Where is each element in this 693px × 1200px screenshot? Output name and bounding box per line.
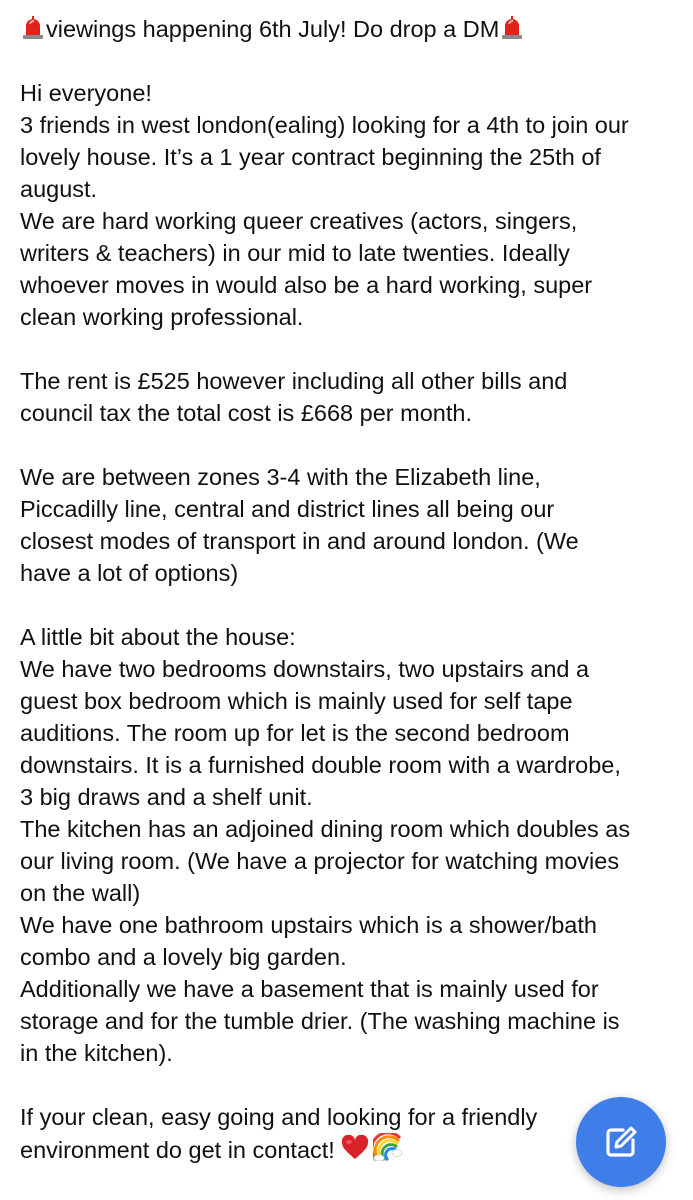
closing-text: environment do get in contact! <box>20 1137 335 1163</box>
text-line: Hi everyone! <box>20 80 152 106</box>
text-line: 3 big draws and a shelf unit. <box>20 784 313 810</box>
text-line: We are between zones 3-4 with the Elizabeth line, <box>20 464 541 490</box>
red-heart-icon <box>341 1135 369 1161</box>
text-line: combo and a lovely big garden. <box>20 944 347 970</box>
text-line: downstairs. It is a furnished double room with a wardrobe, <box>20 752 621 778</box>
paragraph-intro <box>20 77 680 333</box>
text-line: Additionally we have a basement that is mainly used for <box>20 976 599 1002</box>
text-line: We have one bathroom upstairs which is a shower/bath <box>20 912 597 938</box>
text-line: on the wall) <box>20 880 141 906</box>
rainbow-icon <box>373 1133 403 1161</box>
post-body <box>20 0 680 1165</box>
paragraph-transport <box>20 461 680 589</box>
paragraph-rent <box>20 365 680 429</box>
text-line: have a lot of options) <box>20 560 239 586</box>
paragraph-house <box>20 621 680 1069</box>
text-line: A little bit about the house: <box>20 624 296 650</box>
text-line: We have two bedrooms downstairs, two upstairs and a <box>20 656 590 682</box>
paragraph-gap <box>20 429 680 461</box>
text-line: auditions. The room up for let is the second bedroom <box>20 720 570 746</box>
text-line: The rent is £525 however including all other bills and <box>20 368 568 394</box>
police-siren-right-icon <box>501 16 523 40</box>
text-line: council tax the total cost is £668 per month. <box>20 400 472 426</box>
text-line: in the kitchen). <box>20 1040 173 1066</box>
text-line: The kitchen has an adjoined dining room which doubles as <box>20 816 631 842</box>
header-text: viewings happening 6th July! Do drop a DM <box>46 16 500 42</box>
text-line: writers & teachers) in our mid to late twenties. Ideally <box>20 240 570 266</box>
text-line: whoever moves in would also be a hard working, super <box>20 272 593 298</box>
paragraph-gap <box>20 1069 680 1101</box>
text-line: storage and for the tumble drier. (The washing machine is <box>20 1008 620 1034</box>
paragraph-gap <box>20 589 680 621</box>
text-line: We are hard working queer creatives (actors, singers, <box>20 208 578 234</box>
text-line: lovely house. It’s a 1 year contract beginning the 25th of <box>20 144 601 170</box>
text-line: clean working professional. <box>20 304 304 330</box>
text-line: Piccadilly line, central and district lines all being our <box>20 496 555 522</box>
text-line: closest modes of transport in and around london. (We <box>20 528 579 554</box>
paragraph-gap <box>20 333 680 365</box>
edit-compose-icon <box>601 1122 641 1162</box>
text-line: august. <box>20 176 98 202</box>
text-line: If your clean, easy going and looking for a friendly <box>20 1104 538 1130</box>
police-siren-left-icon <box>22 16 44 40</box>
compose-button[interactable] <box>576 1097 666 1187</box>
text-line: our living room. (We have a projector for watching movies <box>20 848 620 874</box>
paragraph-gap <box>20 45 680 77</box>
text-line: guest box bedroom which is mainly used for self tape <box>20 688 573 714</box>
text-line: 3 friends in west london(ealing) looking for a 4th to join our <box>20 112 629 138</box>
post-header <box>20 13 680 45</box>
